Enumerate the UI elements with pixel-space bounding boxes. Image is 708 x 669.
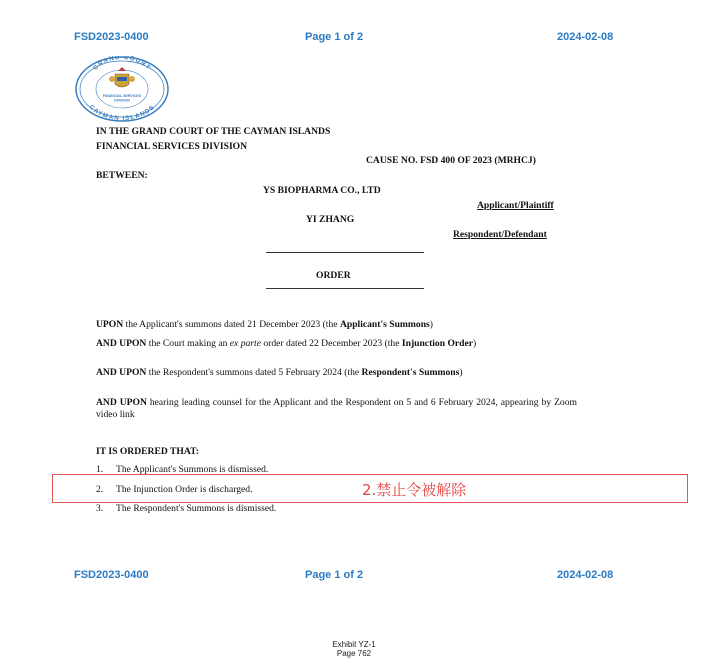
- seal-inner-line1: FINANCIAL SERVICES: [102, 94, 142, 98]
- exhibit-page: Page 762: [336, 649, 372, 658]
- recital-2: AND UPON the Court making an ex parte order dated 22 December 2023 (the Injunction Order): [96, 338, 477, 349]
- page-indicator: Page 1 of 2: [305, 31, 364, 43]
- footer-file-number: FSD2023-0400: [74, 569, 149, 581]
- file-number: FSD2023-0400: [74, 31, 149, 43]
- order-item: 1. The Applicant's Summons is dismissed.: [96, 464, 269, 475]
- applicant-role: Applicant/Plaintiff: [477, 200, 554, 211]
- recital-4: AND UPON hearing leading counsel for the Applicant and the Respondent on 5 and 6 February 2024, appearing by Zoom video link: [96, 397, 577, 420]
- seal-bottom-text: CAYMAN ISLANDS: [87, 103, 157, 122]
- court-seal: [74, 56, 170, 122]
- svg-text:CAYMAN ISLANDS: [88, 104, 157, 122]
- court-division: FINANCIAL SERVICES DIVISION: [96, 141, 248, 152]
- footer-page-indicator: Page 1 of 2: [305, 569, 364, 581]
- document-date: 2024-02-08: [557, 31, 614, 43]
- order-item: 3. The Respondent's Summons is dismissed.: [96, 503, 277, 514]
- divider-bottom: [266, 288, 424, 289]
- applicant-name: YS BIOPHARMA CO., LTD: [263, 185, 381, 196]
- court-name: IN THE GRAND COURT OF THE CAYMAN ISLANDS: [96, 126, 331, 137]
- order-item: 2. The Injunction Order is discharged.: [96, 484, 253, 495]
- respondent-role: Respondent/Defendant: [453, 229, 547, 240]
- order-title: ORDER: [316, 270, 351, 281]
- seal-inner-line2: DIVISION: [114, 98, 130, 103]
- cause-number: CAUSE NO. FSD 400 OF 2023 (MRHCJ): [366, 155, 536, 166]
- exhibit-label: Exhibit YZ-1: [332, 640, 376, 649]
- seal-emblem-icon: [74, 56, 170, 122]
- recital-3: AND UPON the Respondent's summons dated 5 February 2024 (the Respondent's Summons): [96, 367, 463, 378]
- respondent-name: YI ZHANG: [306, 214, 355, 225]
- annotation-text: 2.禁止令被解除: [362, 481, 467, 499]
- footer-document-date: 2024-02-08: [557, 569, 614, 581]
- between-label: BETWEEN:: [96, 170, 148, 181]
- divider-top: [266, 252, 424, 253]
- ordered-heading: IT IS ORDERED THAT:: [96, 446, 199, 457]
- recital-1: UPON the Applicant's summons dated 21 December 2023 (the Applicant's Summons): [96, 319, 433, 330]
- seal-top-text: GRAND COURT: [91, 56, 153, 72]
